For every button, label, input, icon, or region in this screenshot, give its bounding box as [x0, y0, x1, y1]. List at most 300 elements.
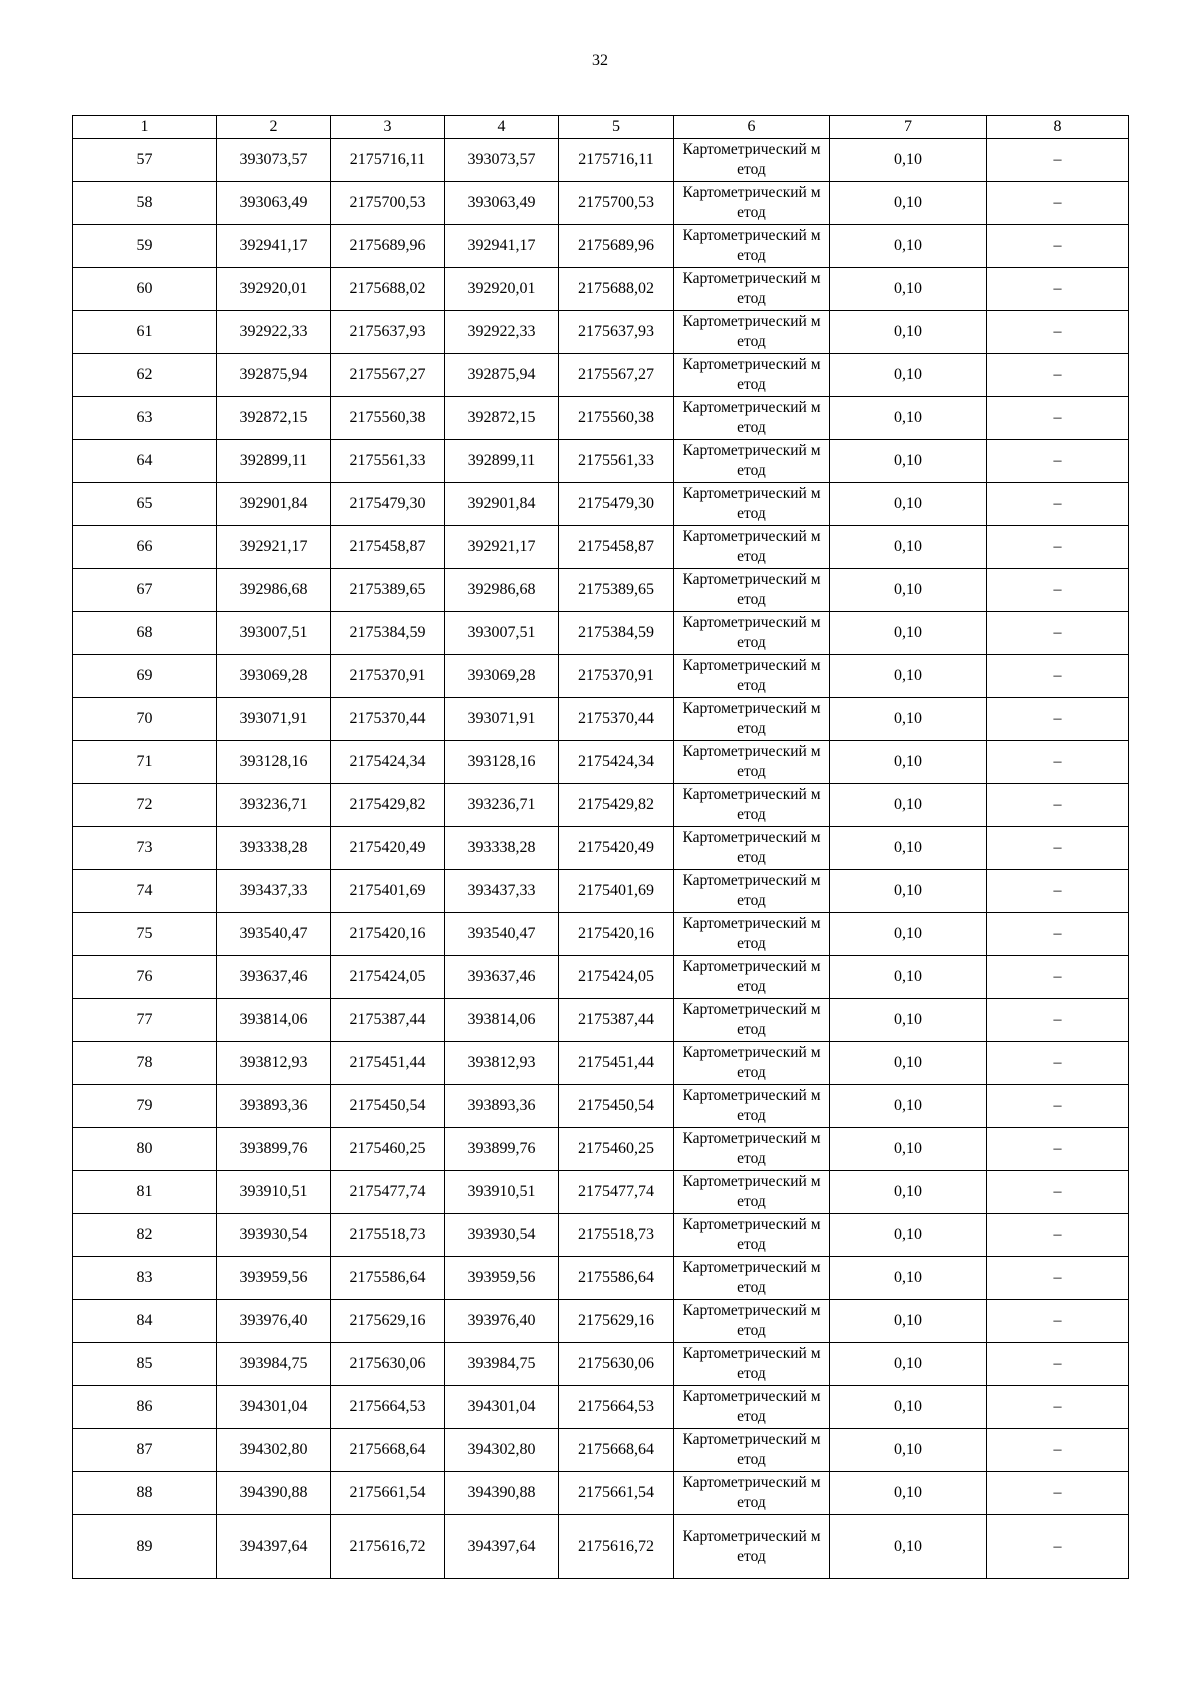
method-cell — [674, 913, 830, 956]
note-cell: – — [987, 139, 1129, 182]
y-coordinate-2-cell: 2175661,54 — [559, 1472, 674, 1515]
x-coordinate-cell: 392875,94 — [217, 354, 331, 397]
method-text: Картометрический метод — [682, 1087, 821, 1124]
accuracy-cell: 0,10 — [830, 1386, 987, 1429]
x-coordinate-cell: 392921,17 — [217, 526, 331, 569]
accuracy-cell: 0,10 — [830, 1300, 987, 1343]
x-coordinate-cell: 394390,88 — [217, 1472, 331, 1515]
x-coordinate-cell: 392872,15 — [217, 397, 331, 440]
y-coordinate-cell: 2175420,49 — [331, 827, 445, 870]
method-text: Картометрический метод — [682, 1173, 821, 1210]
method-cell — [674, 569, 830, 612]
table-row — [73, 397, 1129, 440]
accuracy-cell: 0,10 — [830, 1214, 987, 1257]
method-text: Картометрический метод — [682, 141, 821, 178]
x-coordinate-cell: 393063,49 — [217, 182, 331, 225]
note-cell: – — [987, 1429, 1129, 1472]
method-text: Картометрический метод — [682, 227, 821, 264]
accuracy-cell: 0,10 — [830, 612, 987, 655]
x-coordinate-2-cell: 393984,75 — [445, 1343, 559, 1386]
method-text: Картометрический метод — [682, 184, 821, 221]
point-number-cell: 83 — [73, 1257, 217, 1300]
method-text: Картометрический метод — [682, 743, 821, 780]
note-cell: – — [987, 698, 1129, 741]
method-text: Картометрический метод — [682, 1130, 821, 1167]
note-cell: – — [987, 870, 1129, 913]
accuracy-cell: 0,10 — [830, 1515, 987, 1579]
x-coordinate-2-cell: 392921,17 — [445, 526, 559, 569]
table-row — [73, 741, 1129, 784]
accuracy-cell: 0,10 — [830, 741, 987, 784]
y-coordinate-2-cell: 2175700,53 — [559, 182, 674, 225]
x-coordinate-2-cell: 393437,33 — [445, 870, 559, 913]
x-coordinate-cell: 392922,33 — [217, 311, 331, 354]
y-coordinate-cell: 2175561,33 — [331, 440, 445, 483]
method-text: Картометрический метод — [682, 1345, 821, 1382]
method-cell — [674, 1300, 830, 1343]
note-cell: – — [987, 1472, 1129, 1515]
note-cell: – — [987, 311, 1129, 354]
note-cell: – — [987, 354, 1129, 397]
y-coordinate-2-cell: 2175518,73 — [559, 1214, 674, 1257]
header-row — [73, 116, 1129, 139]
table-row — [73, 1300, 1129, 1343]
note-cell: – — [987, 526, 1129, 569]
method-text: Картометрический метод — [682, 657, 821, 694]
y-coordinate-cell: 2175688,02 — [331, 268, 445, 311]
note-cell: – — [987, 956, 1129, 999]
note-cell: – — [987, 1300, 1129, 1343]
accuracy-cell: 0,10 — [830, 1343, 987, 1386]
header-cell-4: 4 — [445, 116, 559, 139]
note-cell: – — [987, 655, 1129, 698]
y-coordinate-cell: 2175424,34 — [331, 741, 445, 784]
accuracy-cell: 0,10 — [830, 1042, 987, 1085]
y-coordinate-cell: 2175384,59 — [331, 612, 445, 655]
x-coordinate-2-cell: 392986,68 — [445, 569, 559, 612]
y-coordinate-2-cell: 2175424,05 — [559, 956, 674, 999]
accuracy-cell: 0,10 — [830, 1429, 987, 1472]
note-cell: – — [987, 1214, 1129, 1257]
x-coordinate-cell: 393073,57 — [217, 139, 331, 182]
accuracy-cell: 0,10 — [830, 268, 987, 311]
table-row — [73, 1128, 1129, 1171]
y-coordinate-cell: 2175664,53 — [331, 1386, 445, 1429]
y-coordinate-cell: 2175387,44 — [331, 999, 445, 1042]
method-cell — [674, 182, 830, 225]
table-row — [73, 612, 1129, 655]
method-cell — [674, 827, 830, 870]
x-coordinate-cell: 393959,56 — [217, 1257, 331, 1300]
x-coordinate-cell: 394301,04 — [217, 1386, 331, 1429]
point-number-cell: 82 — [73, 1214, 217, 1257]
point-number-cell: 89 — [73, 1515, 217, 1579]
y-coordinate-2-cell: 2175424,34 — [559, 741, 674, 784]
y-coordinate-2-cell: 2175560,38 — [559, 397, 674, 440]
note-cell: – — [987, 827, 1129, 870]
accuracy-cell: 0,10 — [830, 1472, 987, 1515]
accuracy-cell: 0,10 — [830, 569, 987, 612]
y-coordinate-2-cell: 2175479,30 — [559, 483, 674, 526]
y-coordinate-2-cell: 2175668,64 — [559, 1429, 674, 1472]
x-coordinate-cell: 393930,54 — [217, 1214, 331, 1257]
method-text: Картометрический метод — [682, 356, 821, 393]
header-cell-8: 8 — [987, 116, 1129, 139]
y-coordinate-cell: 2175668,64 — [331, 1429, 445, 1472]
table-row — [73, 913, 1129, 956]
x-coordinate-cell: 392899,11 — [217, 440, 331, 483]
method-cell — [674, 612, 830, 655]
accuracy-cell: 0,10 — [830, 784, 987, 827]
header-cell-6: 6 — [674, 116, 830, 139]
table-row — [73, 311, 1129, 354]
x-coordinate-2-cell: 393899,76 — [445, 1128, 559, 1171]
method-text: Картометрический метод — [682, 614, 821, 651]
point-number-cell: 64 — [73, 440, 217, 483]
table-row — [73, 1472, 1129, 1515]
point-number-cell: 66 — [73, 526, 217, 569]
point-number-cell: 63 — [73, 397, 217, 440]
method-text: Картометрический метод — [682, 1474, 821, 1511]
method-cell — [674, 1085, 830, 1128]
y-coordinate-2-cell: 2175401,69 — [559, 870, 674, 913]
point-number-cell: 76 — [73, 956, 217, 999]
method-cell — [674, 1171, 830, 1214]
y-coordinate-cell: 2175616,72 — [331, 1515, 445, 1579]
method-cell — [674, 741, 830, 784]
x-coordinate-2-cell: 394397,64 — [445, 1515, 559, 1579]
table-row — [73, 870, 1129, 913]
method-text: Картометрический метод — [682, 1216, 821, 1253]
y-coordinate-cell: 2175700,53 — [331, 182, 445, 225]
point-number-cell: 77 — [73, 999, 217, 1042]
y-coordinate-2-cell: 2175630,06 — [559, 1343, 674, 1386]
x-coordinate-2-cell: 392872,15 — [445, 397, 559, 440]
accuracy-cell: 0,10 — [830, 999, 987, 1042]
x-coordinate-cell: 393893,36 — [217, 1085, 331, 1128]
note-cell: – — [987, 182, 1129, 225]
method-cell — [674, 225, 830, 268]
accuracy-cell: 0,10 — [830, 483, 987, 526]
table-row — [73, 569, 1129, 612]
table-row — [73, 1386, 1129, 1429]
y-coordinate-cell: 2175401,69 — [331, 870, 445, 913]
y-coordinate-2-cell: 2175716,11 — [559, 139, 674, 182]
x-coordinate-cell: 393007,51 — [217, 612, 331, 655]
method-cell — [674, 1429, 830, 1472]
x-coordinate-cell: 392986,68 — [217, 569, 331, 612]
x-coordinate-cell: 392941,17 — [217, 225, 331, 268]
y-coordinate-2-cell: 2175429,82 — [559, 784, 674, 827]
accuracy-cell: 0,10 — [830, 311, 987, 354]
method-text: Картометрический метод — [682, 958, 821, 995]
method-cell — [674, 784, 830, 827]
method-text: Картометрический метод — [682, 915, 821, 952]
table-row — [73, 1171, 1129, 1214]
table-body — [73, 139, 1129, 1579]
method-cell — [674, 1214, 830, 1257]
point-number-cell: 62 — [73, 354, 217, 397]
method-text: Картометрический метод — [682, 1431, 821, 1468]
x-coordinate-cell: 393071,91 — [217, 698, 331, 741]
method-cell — [674, 526, 830, 569]
y-coordinate-2-cell: 2175387,44 — [559, 999, 674, 1042]
y-coordinate-2-cell: 2175458,87 — [559, 526, 674, 569]
note-cell: – — [987, 225, 1129, 268]
accuracy-cell: 0,10 — [830, 354, 987, 397]
x-coordinate-2-cell: 393540,47 — [445, 913, 559, 956]
point-number-cell: 87 — [73, 1429, 217, 1472]
table-row — [73, 1515, 1129, 1579]
table-row — [73, 956, 1129, 999]
method-cell — [674, 1257, 830, 1300]
y-coordinate-2-cell: 2175637,93 — [559, 311, 674, 354]
table-row — [73, 1257, 1129, 1300]
accuracy-cell: 0,10 — [830, 397, 987, 440]
x-coordinate-cell: 393637,46 — [217, 956, 331, 999]
x-coordinate-2-cell: 393073,57 — [445, 139, 559, 182]
y-coordinate-cell: 2175389,65 — [331, 569, 445, 612]
y-coordinate-cell: 2175518,73 — [331, 1214, 445, 1257]
y-coordinate-2-cell: 2175477,74 — [559, 1171, 674, 1214]
y-coordinate-2-cell: 2175370,91 — [559, 655, 674, 698]
method-cell — [674, 440, 830, 483]
accuracy-cell: 0,10 — [830, 225, 987, 268]
point-number-cell: 61 — [73, 311, 217, 354]
note-cell: – — [987, 1171, 1129, 1214]
note-cell: – — [987, 1343, 1129, 1386]
accuracy-cell: 0,10 — [830, 827, 987, 870]
method-cell — [674, 655, 830, 698]
y-coordinate-2-cell: 2175586,64 — [559, 1257, 674, 1300]
note-cell: – — [987, 397, 1129, 440]
y-coordinate-2-cell: 2175688,02 — [559, 268, 674, 311]
x-coordinate-2-cell: 393128,16 — [445, 741, 559, 784]
x-coordinate-2-cell: 393007,51 — [445, 612, 559, 655]
method-text: Картометрический метод — [682, 399, 821, 436]
header-cell-2: 2 — [217, 116, 331, 139]
point-number-cell: 86 — [73, 1386, 217, 1429]
x-coordinate-2-cell: 393637,46 — [445, 956, 559, 999]
method-cell — [674, 956, 830, 999]
x-coordinate-2-cell: 394301,04 — [445, 1386, 559, 1429]
y-coordinate-cell: 2175424,05 — [331, 956, 445, 999]
x-coordinate-2-cell: 393976,40 — [445, 1300, 559, 1343]
accuracy-cell: 0,10 — [830, 1128, 987, 1171]
x-coordinate-cell: 393899,76 — [217, 1128, 331, 1171]
y-coordinate-cell: 2175479,30 — [331, 483, 445, 526]
point-number-cell: 78 — [73, 1042, 217, 1085]
point-number-cell: 81 — [73, 1171, 217, 1214]
x-coordinate-2-cell: 394302,80 — [445, 1429, 559, 1472]
table-row — [73, 655, 1129, 698]
x-coordinate-2-cell: 393236,71 — [445, 784, 559, 827]
y-coordinate-cell: 2175451,44 — [331, 1042, 445, 1085]
accuracy-cell: 0,10 — [830, 1085, 987, 1128]
method-cell — [674, 268, 830, 311]
y-coordinate-2-cell: 2175616,72 — [559, 1515, 674, 1579]
coordinates-table — [72, 115, 1129, 1579]
table-row — [73, 182, 1129, 225]
y-coordinate-cell: 2175586,64 — [331, 1257, 445, 1300]
y-coordinate-2-cell: 2175389,65 — [559, 569, 674, 612]
table-row — [73, 354, 1129, 397]
y-coordinate-cell: 2175458,87 — [331, 526, 445, 569]
table-row — [73, 1214, 1129, 1257]
point-number-cell: 58 — [73, 182, 217, 225]
method-text: Картометрический метод — [682, 1302, 821, 1339]
note-cell: – — [987, 1085, 1129, 1128]
y-coordinate-cell: 2175716,11 — [331, 139, 445, 182]
accuracy-cell: 0,10 — [830, 655, 987, 698]
x-coordinate-cell: 393540,47 — [217, 913, 331, 956]
point-number-cell: 74 — [73, 870, 217, 913]
x-coordinate-cell: 392920,01 — [217, 268, 331, 311]
point-number-cell: 68 — [73, 612, 217, 655]
x-coordinate-2-cell: 392941,17 — [445, 225, 559, 268]
point-number-cell: 71 — [73, 741, 217, 784]
x-coordinate-2-cell: 393063,49 — [445, 182, 559, 225]
x-coordinate-cell: 393984,75 — [217, 1343, 331, 1386]
y-coordinate-2-cell: 2175460,25 — [559, 1128, 674, 1171]
x-coordinate-cell: 393236,71 — [217, 784, 331, 827]
accuracy-cell: 0,10 — [830, 139, 987, 182]
table-row — [73, 1042, 1129, 1085]
note-cell: – — [987, 1257, 1129, 1300]
x-coordinate-cell: 393910,51 — [217, 1171, 331, 1214]
method-text: Картометрический метод — [682, 442, 821, 479]
accuracy-cell: 0,10 — [830, 698, 987, 741]
note-cell: – — [987, 569, 1129, 612]
x-coordinate-2-cell: 392901,84 — [445, 483, 559, 526]
y-coordinate-cell: 2175460,25 — [331, 1128, 445, 1171]
point-number-cell: 57 — [73, 139, 217, 182]
method-text: Картометрический метод — [682, 872, 821, 909]
x-coordinate-cell: 394302,80 — [217, 1429, 331, 1472]
point-number-cell: 80 — [73, 1128, 217, 1171]
y-coordinate-cell: 2175629,16 — [331, 1300, 445, 1343]
y-coordinate-cell: 2175567,27 — [331, 354, 445, 397]
accuracy-cell: 0,10 — [830, 440, 987, 483]
point-number-cell: 84 — [73, 1300, 217, 1343]
y-coordinate-cell: 2175370,44 — [331, 698, 445, 741]
note-cell: – — [987, 784, 1129, 827]
accuracy-cell: 0,10 — [830, 1171, 987, 1214]
x-coordinate-2-cell: 393893,36 — [445, 1085, 559, 1128]
note-cell: – — [987, 268, 1129, 311]
method-cell — [674, 1386, 830, 1429]
point-number-cell: 59 — [73, 225, 217, 268]
note-cell: – — [987, 999, 1129, 1042]
method-cell — [674, 397, 830, 440]
x-coordinate-cell: 394397,64 — [217, 1515, 331, 1579]
method-cell — [674, 1515, 830, 1579]
point-number-cell: 73 — [73, 827, 217, 870]
point-number-cell: 75 — [73, 913, 217, 956]
method-text: Картометрический метод — [682, 1259, 821, 1296]
y-coordinate-cell: 2175450,54 — [331, 1085, 445, 1128]
method-text: Картометрический метод — [682, 1388, 821, 1425]
accuracy-cell: 0,10 — [830, 182, 987, 225]
y-coordinate-2-cell: 2175420,16 — [559, 913, 674, 956]
x-coordinate-cell: 392901,84 — [217, 483, 331, 526]
table-row — [73, 1429, 1129, 1472]
method-text: Картометрический метод — [682, 1044, 821, 1081]
y-coordinate-cell: 2175370,91 — [331, 655, 445, 698]
method-text: Картометрический метод — [682, 1527, 821, 1565]
point-number-cell: 60 — [73, 268, 217, 311]
method-cell — [674, 139, 830, 182]
note-cell: – — [987, 1128, 1129, 1171]
accuracy-cell: 0,10 — [830, 1257, 987, 1300]
table-row — [73, 784, 1129, 827]
x-coordinate-2-cell: 394390,88 — [445, 1472, 559, 1515]
y-coordinate-2-cell: 2175384,59 — [559, 612, 674, 655]
x-coordinate-2-cell: 393812,93 — [445, 1042, 559, 1085]
method-cell — [674, 1343, 830, 1386]
x-coordinate-cell: 393812,93 — [217, 1042, 331, 1085]
accuracy-cell: 0,10 — [830, 526, 987, 569]
y-coordinate-2-cell: 2175370,44 — [559, 698, 674, 741]
table-row — [73, 827, 1129, 870]
y-coordinate-2-cell: 2175629,16 — [559, 1300, 674, 1343]
y-coordinate-cell: 2175420,16 — [331, 913, 445, 956]
x-coordinate-2-cell: 393930,54 — [445, 1214, 559, 1257]
y-coordinate-cell: 2175630,06 — [331, 1343, 445, 1386]
y-coordinate-cell: 2175477,74 — [331, 1171, 445, 1214]
x-coordinate-2-cell: 393338,28 — [445, 827, 559, 870]
point-number-cell: 69 — [73, 655, 217, 698]
method-cell — [674, 1128, 830, 1171]
point-number-cell: 70 — [73, 698, 217, 741]
header-cell-7: 7 — [830, 116, 987, 139]
x-coordinate-2-cell: 393814,06 — [445, 999, 559, 1042]
method-cell — [674, 354, 830, 397]
method-cell — [674, 311, 830, 354]
table-row — [73, 225, 1129, 268]
table-row — [73, 1085, 1129, 1128]
x-coordinate-cell: 393338,28 — [217, 827, 331, 870]
method-text: Картометрический метод — [682, 700, 821, 737]
accuracy-cell: 0,10 — [830, 956, 987, 999]
x-coordinate-cell: 393128,16 — [217, 741, 331, 784]
y-coordinate-cell: 2175661,54 — [331, 1472, 445, 1515]
table-row — [73, 526, 1129, 569]
y-coordinate-cell: 2175637,93 — [331, 311, 445, 354]
y-coordinate-2-cell: 2175689,96 — [559, 225, 674, 268]
method-text: Картометрический метод — [682, 270, 821, 307]
header-cell-5: 5 — [559, 116, 674, 139]
point-number-cell: 67 — [73, 569, 217, 612]
table-row — [73, 698, 1129, 741]
point-number-cell: 72 — [73, 784, 217, 827]
note-cell: – — [987, 612, 1129, 655]
method-text: Картометрический метод — [682, 313, 821, 350]
note-cell: – — [987, 440, 1129, 483]
method-text: Картометрический метод — [682, 528, 821, 565]
x-coordinate-cell: 393437,33 — [217, 870, 331, 913]
table-row — [73, 139, 1129, 182]
point-number-cell: 88 — [73, 1472, 217, 1515]
y-coordinate-cell: 2175560,38 — [331, 397, 445, 440]
x-coordinate-cell: 393069,28 — [217, 655, 331, 698]
x-coordinate-2-cell: 392922,33 — [445, 311, 559, 354]
method-cell — [674, 698, 830, 741]
method-cell — [674, 483, 830, 526]
header-cell-3: 3 — [331, 116, 445, 139]
note-cell: – — [987, 1042, 1129, 1085]
x-coordinate-2-cell: 393069,28 — [445, 655, 559, 698]
